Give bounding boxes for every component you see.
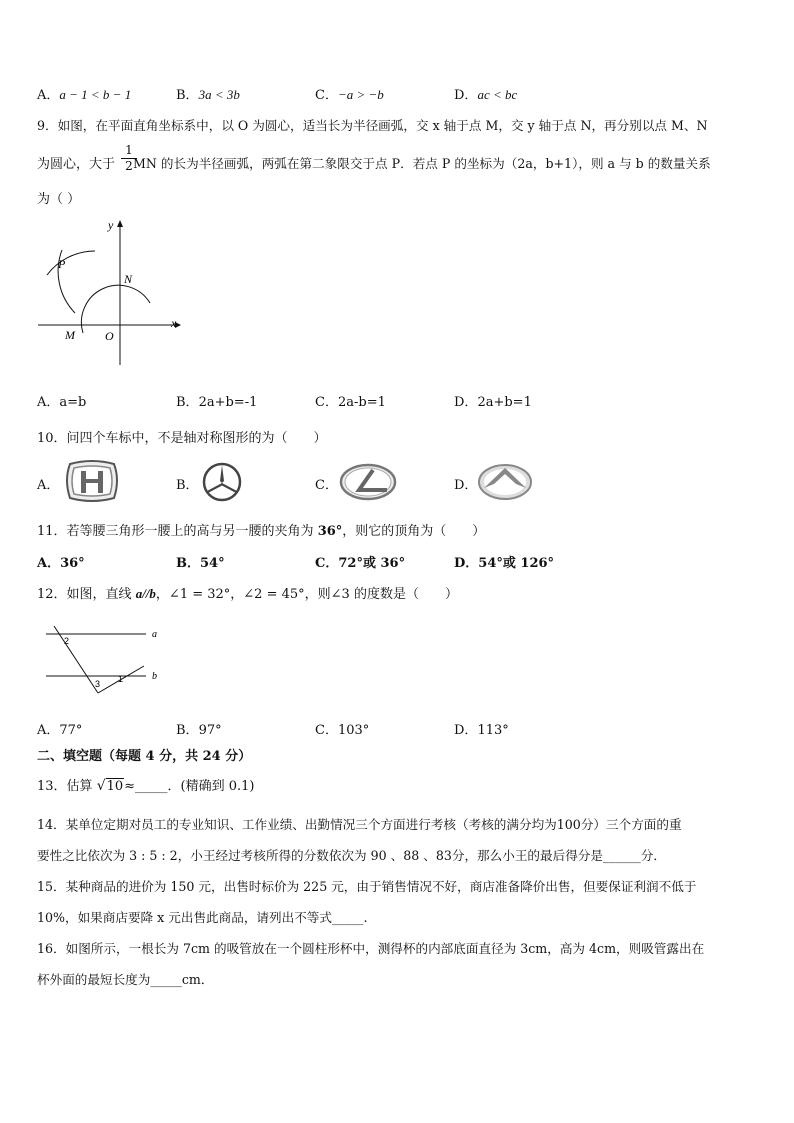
q8-option-c[interactable]: C．−a > −b (315, 87, 384, 103)
q9-stem-line1: 9．如图，在平面直角坐标系中，以 O 为圆心，适当长为半径画弧，交 x 轴于点 M，交 y 轴于点 N，再分别以点 M、N (37, 118, 708, 133)
q8-option-b[interactable]: B．3a < 3b (176, 87, 240, 103)
q9-stem-line3: 为（ ） (37, 192, 81, 207)
q10-option-b[interactable]: B． (176, 478, 199, 493)
label-n: N (124, 272, 133, 286)
question-13: 13．估算 √10≈_____．(精确到 0.1) (37, 778, 255, 794)
q10-option-a[interactable]: A． (37, 478, 60, 493)
label-angle-3: 3 (95, 679, 101, 689)
label-b: b (152, 671, 157, 682)
q12-option-c[interactable]: C．103° (315, 723, 370, 738)
q12-figure (40, 620, 170, 700)
y-axis-arrow-icon (117, 220, 123, 227)
q15-line2: 10%，如果商店要降 x 元出售此商品，请列出不等式_____. (37, 910, 368, 925)
q12-stem: 12．如图，直线 a//b，∠1 = 32°，∠2 = 45°，则∠3 的度数是（ ） (37, 586, 458, 602)
label-angle-1: 1 (118, 674, 124, 684)
q16-line2: 杯外面的最短长度为_____cm． (37, 972, 214, 987)
label-x: x (171, 316, 177, 330)
label-a: a (152, 629, 157, 640)
q10-stem: 10．问四个车标中，不是轴对称图形的为（ ） (37, 431, 327, 446)
q9-option-d[interactable]: D．2a+b=1 (454, 395, 532, 410)
q9-frac-num: 1 (125, 143, 133, 157)
q11-option-a[interactable]: A．36° (37, 556, 85, 571)
honda-logo-icon (64, 460, 120, 502)
q10-option-d[interactable]: D． (454, 478, 478, 493)
q11-stem: 11．若等腰三角形一腰上的高与另一腰的夹角为 36°，则它的顶角为（ ） (37, 524, 486, 539)
q11-option-b[interactable]: B．54° (176, 556, 225, 571)
q8-option-a[interactable]: A．a − 1 < b − 1 (37, 87, 132, 103)
q10-option-c[interactable]: C． (315, 478, 338, 493)
lexus-logo-icon (337, 462, 399, 502)
section-2-title: 二、填空题（每题 4 分，共 24 分） (37, 749, 252, 764)
infiniti-logo-icon (476, 462, 534, 502)
q14-line1: 14．某单位定期对员工的专业知识、工作业绩、出勤情况三个方面进行考核（考核的满分均为100分）三个方面的重 (37, 817, 682, 832)
q12-option-b[interactable]: B．97° (176, 723, 222, 738)
label-p: P (58, 257, 66, 271)
q9-option-c[interactable]: C．2a-b=1 (315, 395, 386, 410)
label-angle-2: 2 (64, 636, 70, 646)
q9-figure (35, 215, 185, 370)
label-m: M (65, 328, 75, 342)
q11-option-c[interactable]: C．72°或 36° (315, 556, 406, 571)
q9-stem-line2: 为圆心，大于 MN 的长为半径画弧，两弧在第二象限交于点 P．若点 P 的坐标为（2a，b+1），则 a 与 b 的数量关系 (37, 156, 711, 172)
q9-option-a[interactable]: A．a=b (37, 395, 87, 410)
q9-fraction (121, 143, 137, 173)
q12-option-a[interactable]: A．77° (37, 723, 83, 738)
arc-mn (81, 285, 150, 333)
q15-line1: 15．某种商品的进价为 150 元，出售时标价为 225 元，由于销售情况不好，商店准备降价出售，但要保证利润不低于 (37, 879, 697, 894)
transversal-left (54, 626, 101, 693)
mercedes-logo-icon (201, 461, 243, 503)
q9-option-b[interactable]: B．2a+b=-1 (176, 395, 258, 410)
label-o: O (105, 329, 114, 343)
arc-from-m (47, 251, 95, 275)
q16-line1: 16．如图所示，一根长为 7cm 的吸管放在一个圆柱形杯中，测得杯的内部底面直径为 3cm，高为 4cm，则吸管露出在 (37, 941, 705, 956)
q11-option-d[interactable]: D．54°或 126° (454, 556, 555, 571)
sqrt-symbol: √ (96, 778, 106, 794)
q12-option-d[interactable]: D．113° (454, 723, 509, 738)
q9-frac-den: 2 (121, 158, 137, 173)
label-y: y (108, 218, 114, 232)
q8-option-d[interactable]: D．ac < bc (454, 87, 518, 103)
q14-line2: 要性之比依次为 3 : 5 : 2，小王经过考核所得的分数依次为 90 、88 、83分，那么小王的最后得分是______分． (37, 848, 666, 863)
